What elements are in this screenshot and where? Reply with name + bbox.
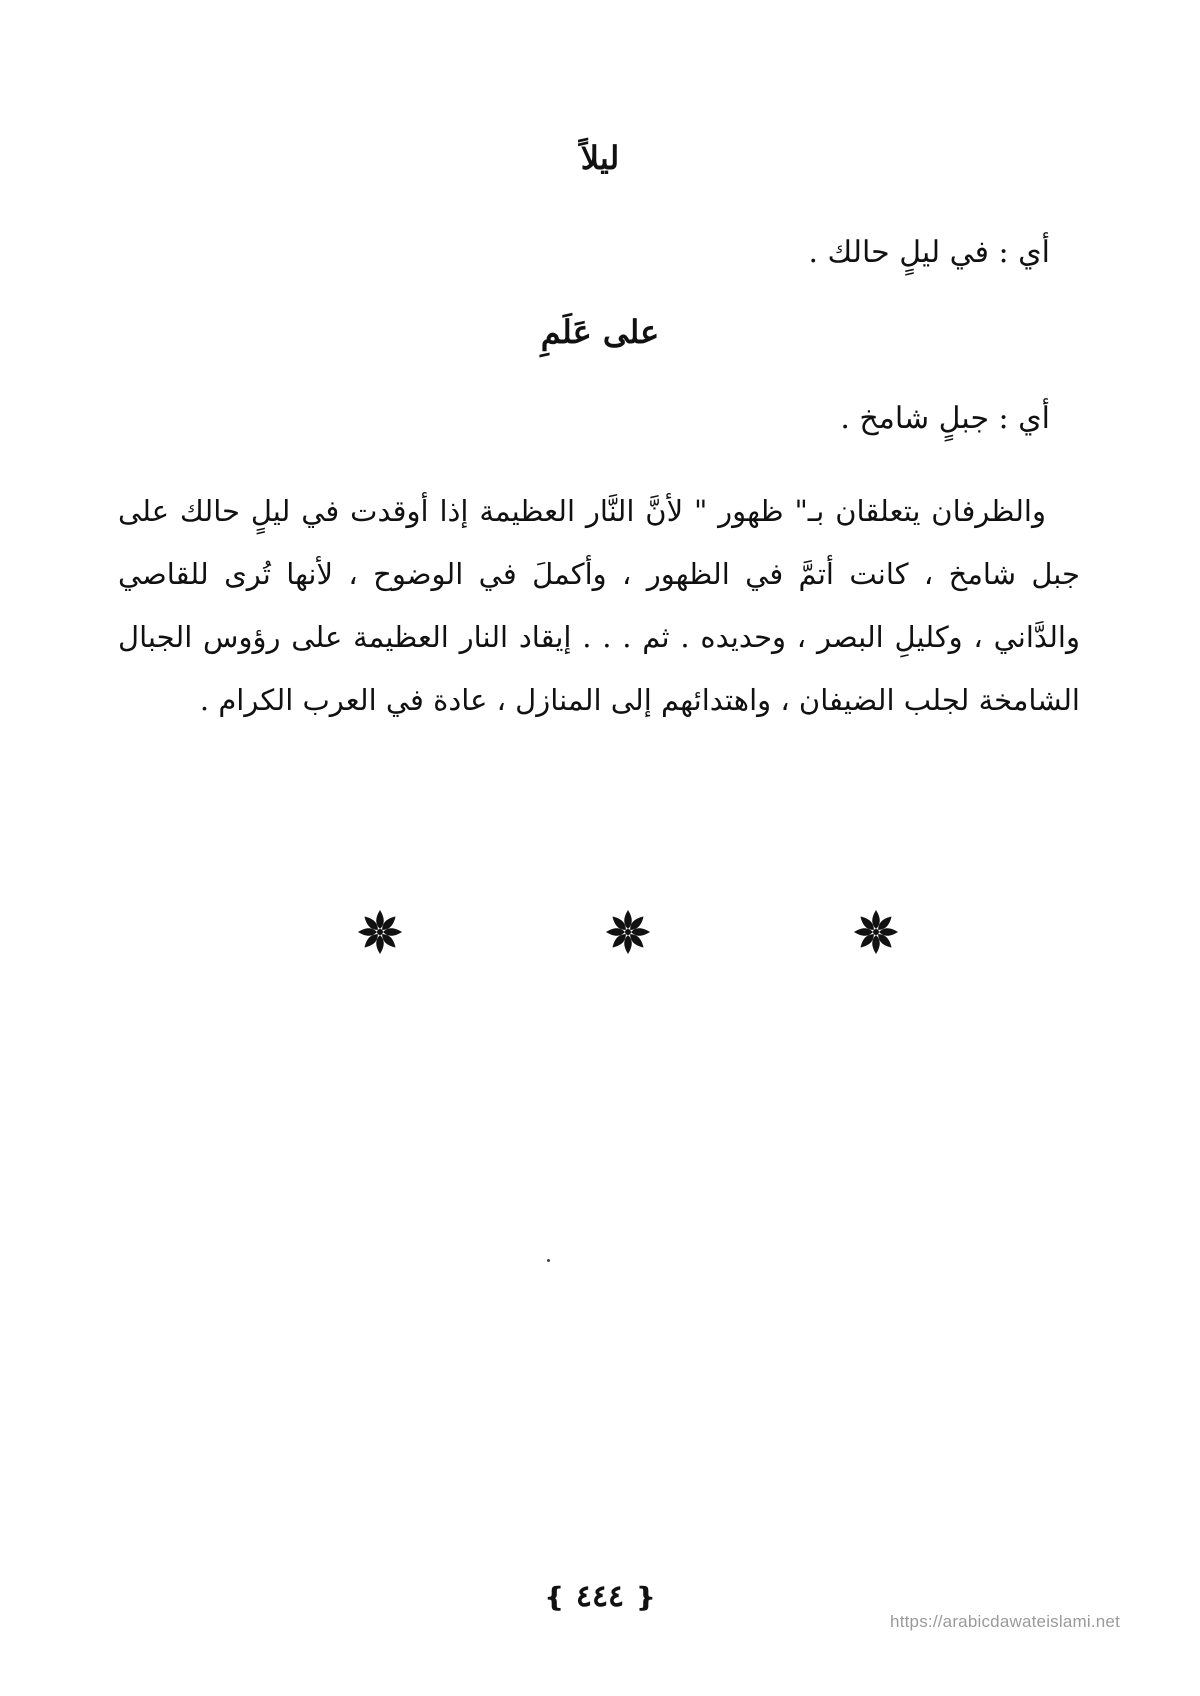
flower-star-icon (852, 908, 900, 956)
section-divider-ornaments (0, 908, 1200, 968)
watermark-url: https://arabicdawateislami.net (890, 1612, 1120, 1631)
section-heading-night: ليلاً (580, 139, 620, 177)
page-number-left-bracket: ❴ (543, 1583, 566, 1613)
flower-star-icon (356, 908, 404, 956)
flower-star-icon (604, 908, 652, 956)
commentary-paragraph (118, 480, 1080, 732)
page-number (0, 1579, 1200, 1614)
section-heading-mountain: على عَلَمِ (540, 313, 660, 351)
scan-speck (547, 1259, 550, 1262)
gloss-night: أي : في ليلٍ حالك . (808, 235, 1050, 270)
page-number-right-bracket: ❵ (634, 1583, 657, 1613)
page-number-value: ٤٤٤ (575, 1579, 625, 1614)
gloss-mountain: أي : جبلٍ شامخ . (840, 401, 1050, 436)
commentary-text: والظرفان يتعلقان بـ" ظهور " لأنَّ النَّار العظيمة إذا أوقدت في ليلٍ حالك على جبل شامخ ، كانت أتمَّ في الظهور ، وأكملَ في الوضوح ، لأنها تُرى للقاصي والدَّاني ، وكليلِ البصر ، وحديده . ثم . . . إيقاد النار العظيمة على رؤوس الجبال الشامخة لجلب الضيفان ، واهتدائهم إلى المنازل ، عادة في العرب الكرام . (118, 494, 1080, 717)
